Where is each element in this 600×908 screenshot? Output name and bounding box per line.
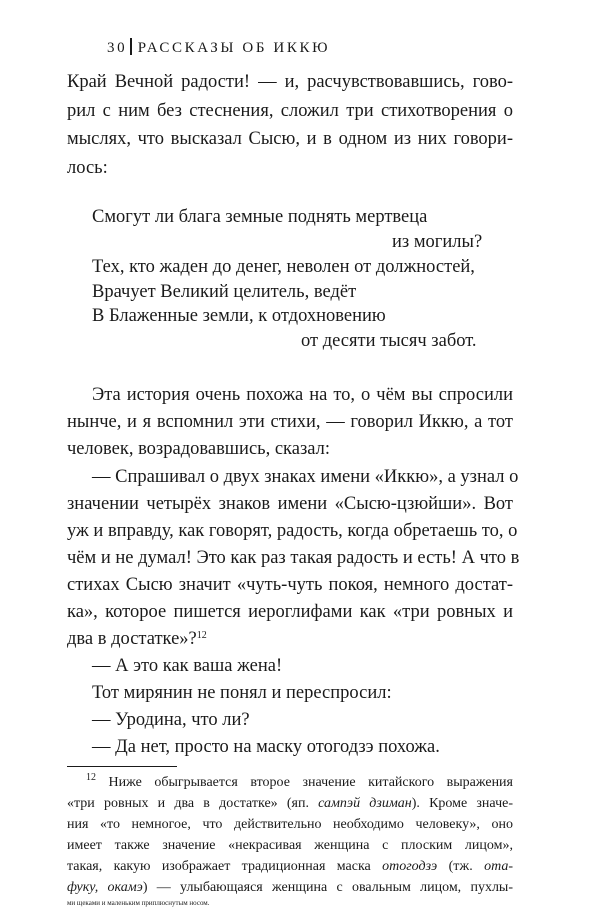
text-line: мыслях, что высказал Сысю, и в одном из них говори- <box>67 129 513 149</box>
text-line: человек, возрадовавшись, сказал: <box>67 439 331 459</box>
poem-line: Смогут ли блага земные поднять мертвеца <box>92 207 428 227</box>
footnote-number: 12 <box>86 772 96 783</box>
footnote-line <box>67 880 513 896</box>
footnote-term: ота- <box>484 859 514 874</box>
running-title: РАССКАЗЫ ОБ ИККЮ <box>137 40 331 56</box>
footnote-line <box>67 796 513 812</box>
text-line: Эта история очень похожа на то, о чём вы спросили <box>92 385 513 405</box>
footnote-line <box>86 772 513 791</box>
running-header <box>107 38 330 57</box>
footnote-text: ) — улыбающаяся женщина с овальным лицом, пухлы- <box>142 880 513 895</box>
text-line: стихах Сысю значит «чуть-чуть покоя, немного достат- <box>67 575 513 595</box>
footnote-term: сампэй дзиман <box>318 796 412 811</box>
text-line: рил с ним без стеснения, сложил три стихотворения о <box>67 101 513 121</box>
text-line: ка», которое пишется иероглифами как «три ровных и <box>67 602 513 622</box>
text-line: — Уродина, что ли? <box>92 710 250 730</box>
text-line: Край Вечной радости! — и, расчувствовавшись, гово- <box>67 72 513 92</box>
poem-line: Тех, кто жаден до денег, неволен от должностей, <box>92 257 475 277</box>
footnote-line: имеет также значение «некрасивая женщина с плоским лицом», <box>67 838 513 853</box>
poem-line: от десяти тысяч забот. <box>301 331 477 351</box>
text-line: значении четырёх знаков имени «Сысю-цзюйши». Вот <box>67 494 513 514</box>
footnote-term: отогодзэ <box>382 859 438 874</box>
footnote-line: ми щеками и маленьким приплюснутым носом. <box>67 899 210 907</box>
footnote-text: такая, какую изображает традиционная маска <box>67 859 383 874</box>
footnote-text: Ниже обыгрывается второе значение китайского выражения <box>108 775 513 790</box>
poem-line: из могилы? <box>392 232 483 252</box>
text-line: лось: <box>67 158 108 178</box>
text-line: чём и не думал! Это как раз такая радость и есть! А что в <box>67 548 520 568</box>
footnote-text: ). Кроме значе- <box>411 796 513 811</box>
footnote-term: фуку, окамэ <box>67 880 143 895</box>
text-line: — А это как ваша жена! <box>92 656 283 676</box>
footnote-text: «три ровных и два в достатке» (яп. <box>67 796 319 811</box>
text-span: два в достатке»? <box>67 629 197 649</box>
footnote-line <box>67 859 513 875</box>
text-line: уж и вправду, как говорят, радость, когда обретаешь то, о <box>67 521 518 541</box>
poem-line: В Блаженные земли, к отдохновению <box>92 306 386 326</box>
footnote-text: (тж. <box>437 859 485 874</box>
text-line: — Спрашивал о двух знаках имени «Иккю», а узнал о <box>92 467 519 487</box>
footnote-line: ния «то немногое, что действительно необходимо человеку», оно <box>67 817 513 832</box>
footnote-rule <box>67 766 177 767</box>
text-line: нынче, и я вспомнил эти стихи, — говорил Иккю, а тот <box>67 412 513 432</box>
page-number: 30 <box>107 40 128 56</box>
text-line: — Да нет, просто на маску отогодзэ похожа. <box>92 737 440 757</box>
text-line: Тот мирянин не понял и переспросил: <box>92 683 392 703</box>
text-line <box>67 629 207 650</box>
poem-line: Врачует Великий целитель, ведёт <box>92 282 357 302</box>
header-divider <box>130 38 132 55</box>
footnote-ref: 12 <box>196 630 207 641</box>
